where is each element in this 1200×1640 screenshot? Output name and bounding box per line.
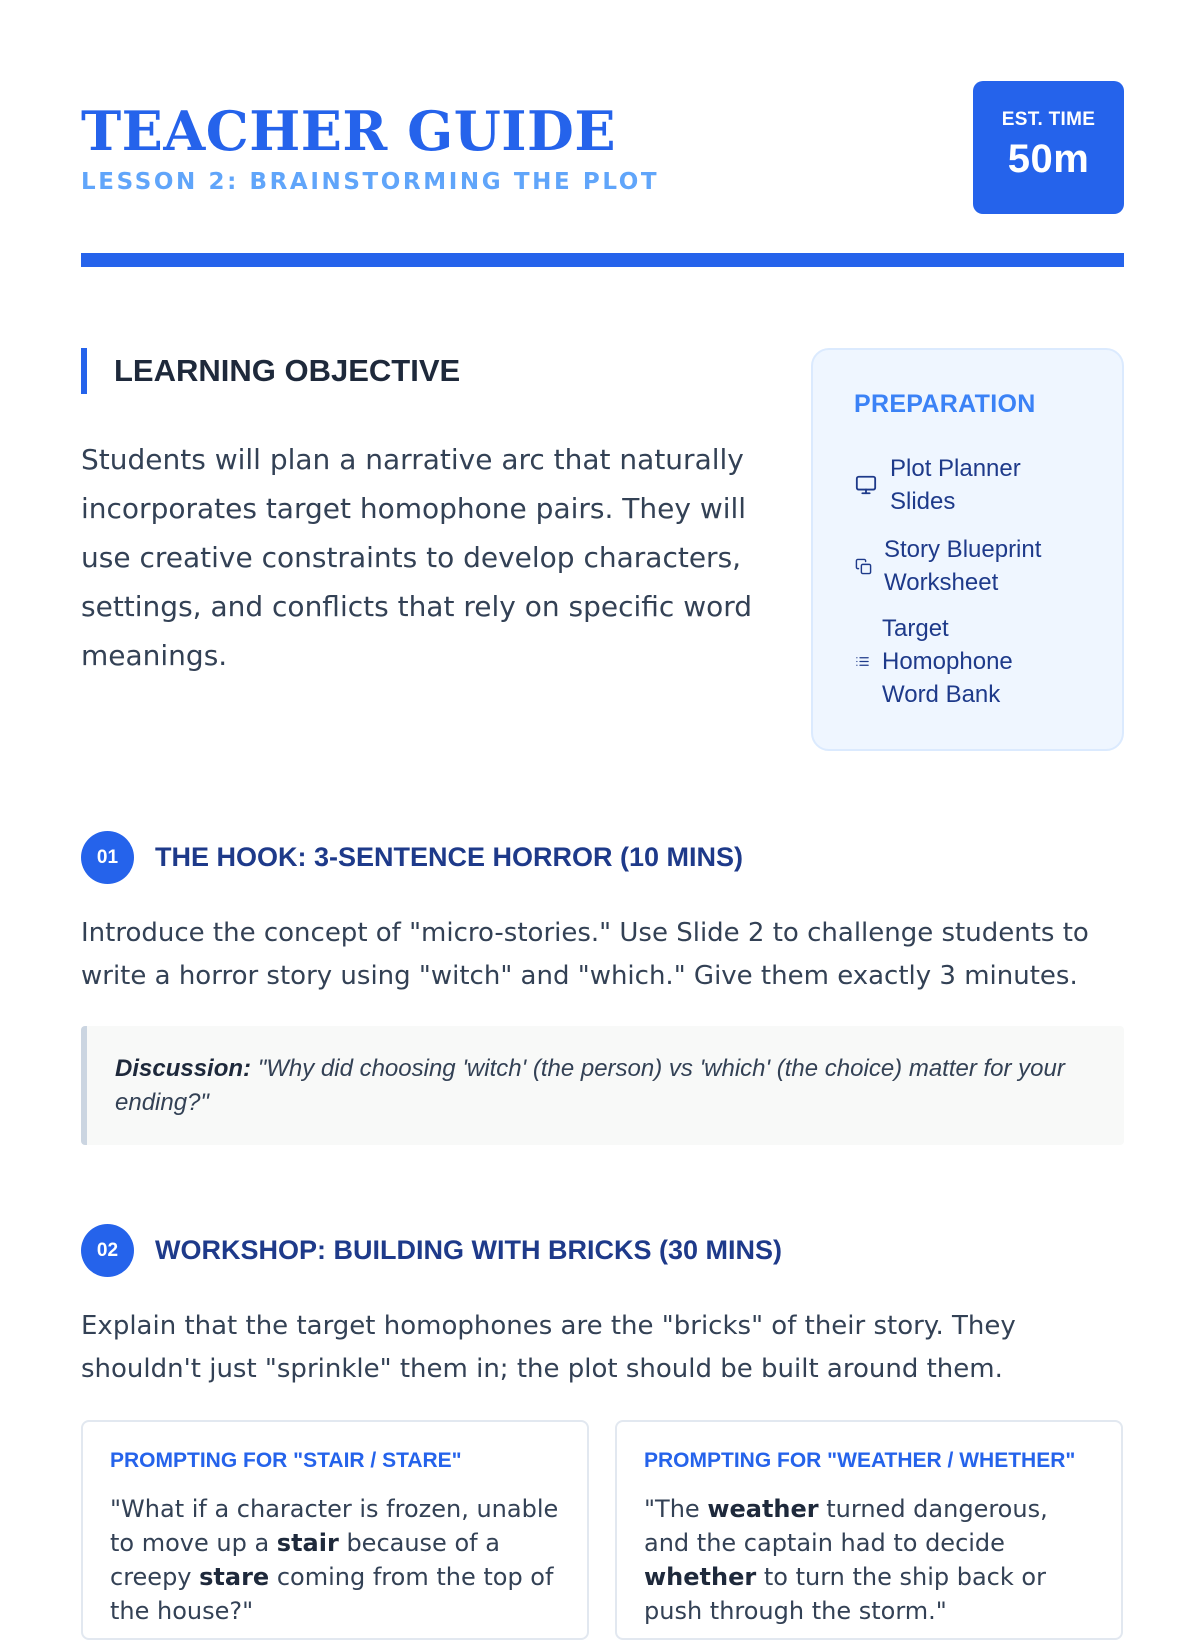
copy-icon bbox=[854, 554, 872, 578]
page-header bbox=[81, 81, 1124, 267]
prompt-text-segment: "What if a character is frozen, unable to move up a bbox=[110, 1495, 559, 1557]
prep-item-label: Plot Planner Slides bbox=[890, 455, 1021, 515]
prep-item-label: Target Homophone Word Bank bbox=[882, 615, 1013, 708]
preparation-panel bbox=[811, 348, 1124, 751]
list-icon bbox=[854, 650, 870, 674]
step-body: Explain that the target homophones are the "bricks" of their story. They shouldn't just "sprinkle" them in; the plot should be built around them. bbox=[81, 1311, 1016, 1384]
prompt-text-segment: turned dangerous, and the captain had to decide bbox=[644, 1495, 1048, 1557]
step-title: THE HOOK: 3-SENTENCE HORROR (10 MINS) bbox=[155, 842, 744, 872]
prompt-card-text bbox=[110, 1492, 565, 1628]
monitor-icon bbox=[854, 473, 878, 497]
prompt-card-weather-whether bbox=[615, 1420, 1123, 1640]
prompt-text-segment: coming from the top of the house?" bbox=[110, 1563, 554, 1625]
prep-item-word-bank[interactable] bbox=[854, 612, 1032, 711]
objective-heading: LEARNING OBJECTIVE bbox=[114, 353, 461, 388]
homophone-keyword: whether bbox=[644, 1563, 757, 1591]
step-title: WORKSHOP: BUILDING WITH BRICKS (30 MINS) bbox=[155, 1235, 782, 1265]
est-time-label: EST. TIME bbox=[1001, 109, 1096, 130]
header-divider bbox=[81, 253, 1124, 267]
prompt-text-segment: "The bbox=[644, 1495, 708, 1523]
step-number-badge: 02 bbox=[81, 1224, 134, 1277]
prompt-text-segment: because of a creepy bbox=[110, 1529, 500, 1591]
discussion-question: "Why did choosing 'witch' (the person) vs 'which' (the choice) matter for your ending?" bbox=[115, 1055, 1065, 1116]
objective-text: Students will plan a narrative arc that naturally incorporates target homophone pairs. They will use creative constraints to develop characters, settings, and conflicts that rely on specific word meanings. bbox=[81, 443, 753, 672]
prep-item-label: Story Blueprint Worksheet bbox=[884, 536, 1042, 596]
prompt-text-segment: to turn the ship back or push through the storm." bbox=[644, 1563, 1046, 1625]
est-time-badge bbox=[973, 81, 1124, 214]
prompt-card-stair-stare bbox=[81, 1420, 589, 1640]
homophone-keyword: stare bbox=[199, 1563, 270, 1591]
prep-item-slides[interactable] bbox=[854, 452, 1070, 518]
prompt-card-title: PROMPTING FOR "STAIR / STARE" bbox=[110, 1449, 462, 1472]
homophone-keyword: weather bbox=[707, 1495, 819, 1523]
discussion-text bbox=[115, 1052, 1095, 1120]
discussion-callout bbox=[81, 1026, 1124, 1145]
est-time-value: 50m bbox=[1007, 137, 1090, 181]
step-body: Introduce the concept of "micro-stories." Use Slide 2 to challenge students to write a horror story using "witch" and "which." Give them exactly 3 minutes. bbox=[81, 918, 1089, 991]
page-title: TEACHER GUIDE bbox=[81, 99, 617, 163]
prompt-card-title: PROMPTING FOR "WEATHER / WHETHER" bbox=[644, 1449, 1076, 1472]
objective-accent-bar bbox=[81, 348, 87, 394]
step-number-badge: 01 bbox=[81, 831, 134, 884]
preparation-title: PREPARATION bbox=[854, 390, 1036, 418]
prep-item-worksheet[interactable] bbox=[854, 533, 1064, 599]
lesson-subtitle: LESSON 2: BRAINSTORMING THE PLOT bbox=[81, 169, 660, 195]
homophone-keyword: stair bbox=[276, 1529, 339, 1557]
discussion-label: Discussion: bbox=[115, 1055, 252, 1082]
prompt-card-text bbox=[644, 1492, 1099, 1628]
